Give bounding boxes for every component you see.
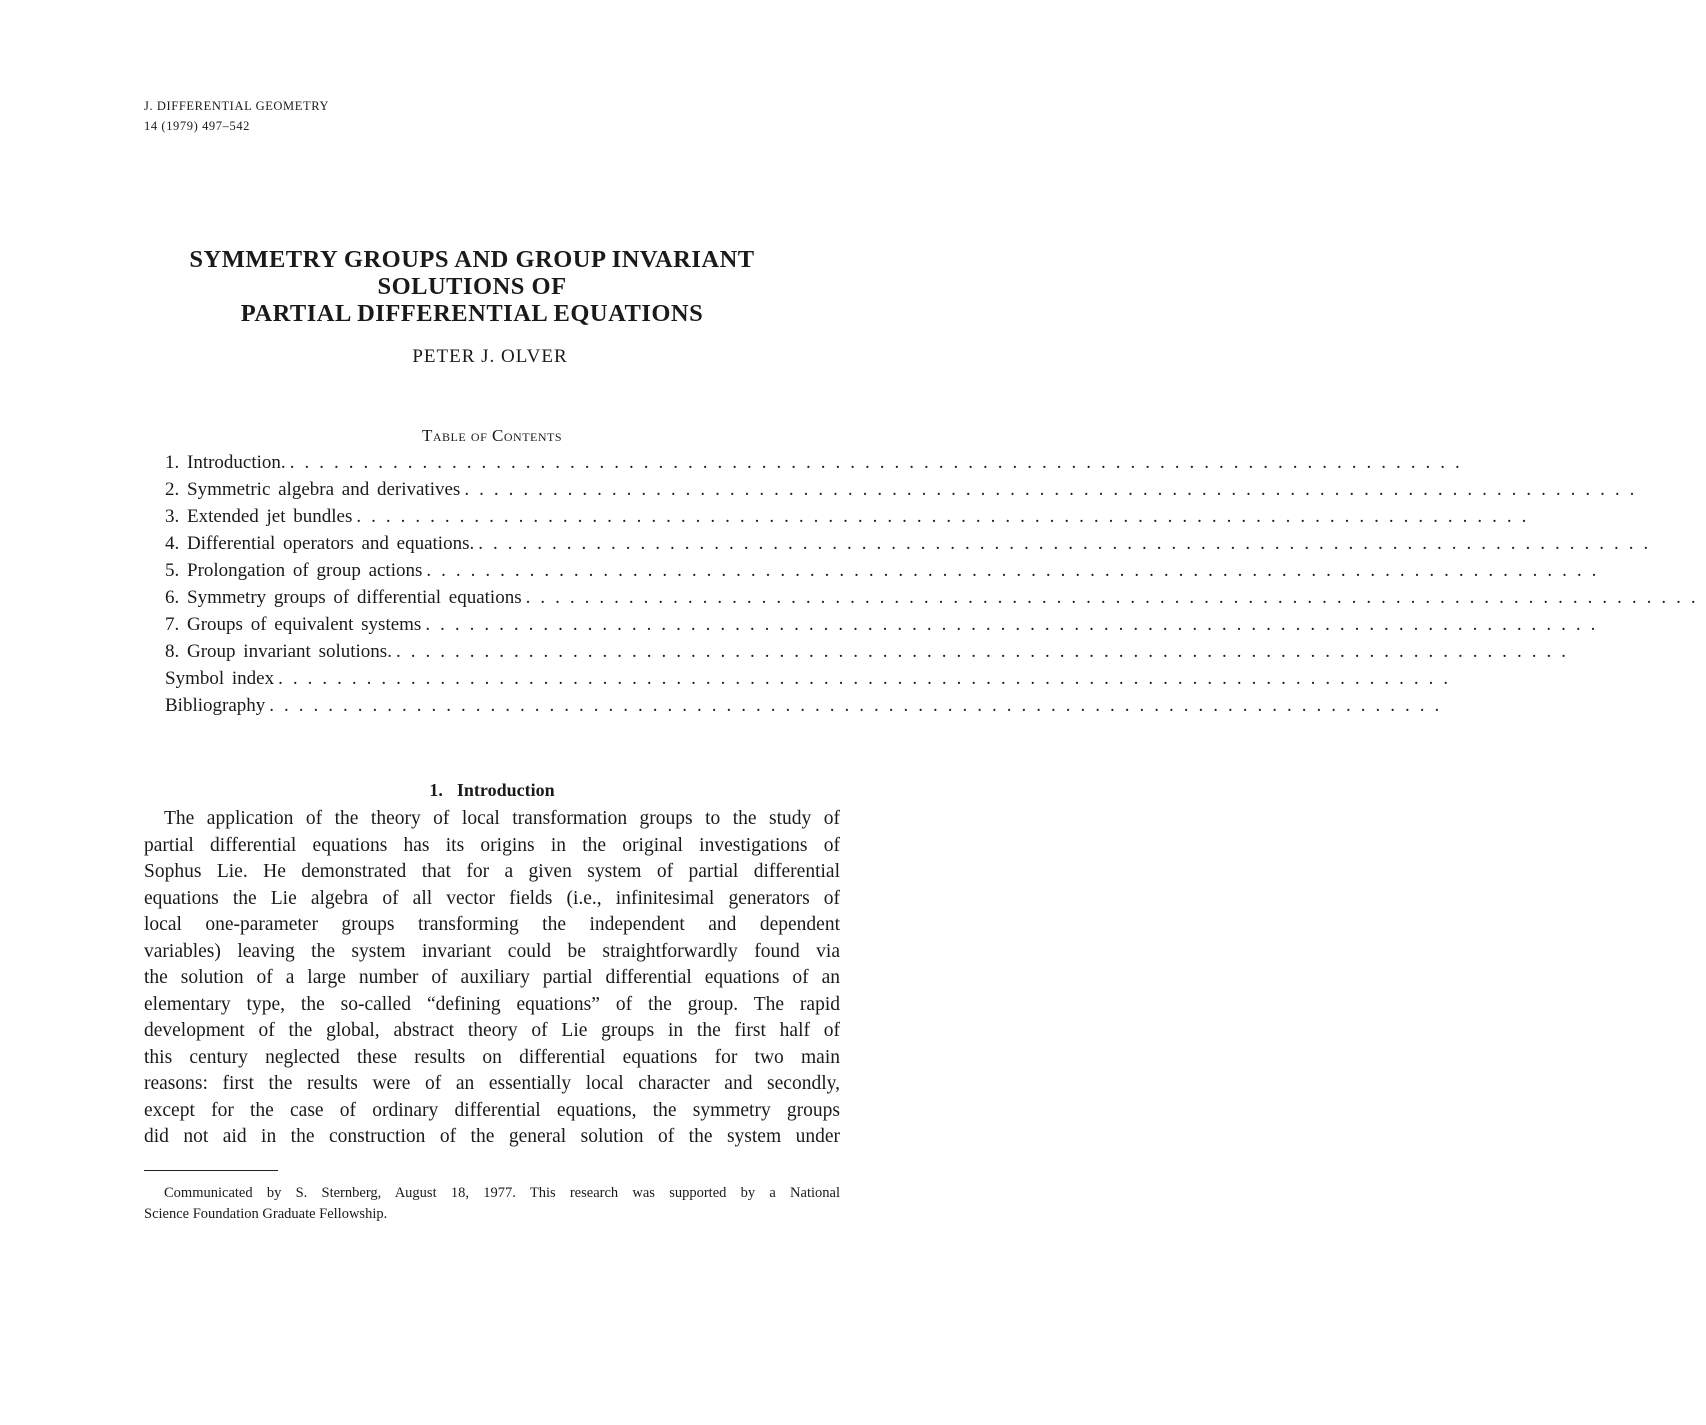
toc-entry (165, 668, 1459, 695)
body-line: equations the Lie algebra of all vector fields (i.e., infinitesimal generators of (144, 887, 840, 909)
toc-entry-label: Symbol index (165, 668, 275, 689)
section-heading (0, 780, 984, 801)
body-line: reasons: first the results were of an essentially local character and secondly, (144, 1073, 840, 1094)
toc-leader-dots: ................................................................................ (356, 506, 1537, 527)
title-line: SYMMETRY GROUPS AND GROUP INVARIANT (189, 246, 755, 273)
toc-entry-label: 8. Group invariant solutions. (165, 641, 392, 662)
toc-entry (165, 479, 1645, 506)
journal-name: J. DIFFERENTIAL GEOMETRY (144, 99, 330, 113)
toc-entry-label: Bibliography (165, 695, 266, 716)
toc-leader-dots: ................................................................................ (395, 641, 1576, 662)
toc-entry-label: 2. Symmetric algebra and derivatives (165, 479, 461, 500)
footnote-divider (144, 1170, 278, 1171)
toc-leader-dots: ................................................................................ (289, 452, 1470, 473)
toc-leader-dots: ................................................................................ (464, 479, 1645, 500)
toc-leader-dots: ................................................................................ (525, 587, 1706, 608)
toc-entry (165, 587, 1706, 614)
toc-entry (165, 452, 1470, 479)
toc-entry-label: 1. Introduction. (165, 452, 286, 473)
section-number: 1. (429, 780, 443, 800)
toc-entry (165, 614, 1606, 641)
footnote-line: Communicated by S. Sternberg, August 18, 1977. This research was supported by a National (164, 1185, 840, 1201)
toc-entry (165, 506, 1537, 533)
toc-leader-dots: ................................................................................ (425, 614, 1606, 635)
toc-entry-label: 3. Extended jet bundles (165, 506, 353, 527)
body-line: Sophus Lie. He demonstrated that for a given system of partial differential (144, 861, 840, 882)
body-line: partial differential equations has its origins in the original investigations of (144, 834, 840, 856)
paper-title (0, 246, 944, 327)
toc-entry (165, 560, 1607, 587)
title-line: SOLUTIONS OF (377, 273, 567, 300)
author-name: PETER J. OLVER (412, 346, 568, 367)
toc-entry-label: 6. Symmetry groups of differential equations (165, 587, 522, 608)
body-line: development of the global, abstract theory of Lie groups in the first half of (144, 1020, 840, 1041)
toc-entry (165, 695, 1450, 722)
footnote (144, 1183, 840, 1225)
toc-heading: Table of Contents (421, 426, 563, 445)
toc-entry (165, 533, 1659, 560)
body-line: elementary type, the so-called “defining equations” of the group. The rapid (144, 993, 840, 1015)
toc-entry-label: 7. Groups of equivalent systems (165, 614, 422, 635)
body-line: local one-parameter groups transforming the independent and dependent (144, 914, 840, 935)
journal-volume: 14 (1979) 497–542 (144, 119, 251, 133)
body-paragraph (144, 806, 840, 1151)
section-title: Introduction (456, 780, 555, 800)
toc-leader-dots: ................................................................................ (478, 533, 1659, 554)
toc-entry (165, 641, 1576, 668)
body-line: except for the case of ordinary differential equations, the symmetry groups (144, 1099, 840, 1121)
toc-leader-dots: ................................................................................ (278, 668, 1459, 689)
title-line: PARTIAL DIFFERENTIAL EQUATIONS (240, 300, 704, 327)
toc-leader-dots: ................................................................................ (426, 560, 1607, 581)
footnote-line: Science Foundation Graduate Fellowship. (144, 1206, 388, 1222)
body-line: variables) leaving the system invariant could be straightforwardly found via (144, 940, 840, 962)
toc-leader-dots: ................................................................................ (269, 695, 1450, 716)
table-of-contents (165, 452, 1706, 722)
body-line: the solution of a large number of auxiliary partial differential equations of an (144, 967, 840, 988)
journal-header (144, 96, 329, 136)
toc-entry-label: 4. Differential operators and equations. (165, 533, 475, 554)
body-line: did not aid in the construction of the general solution of the system under (144, 1126, 840, 1147)
toc-entry-label: 5. Prolongation of group actions (165, 560, 423, 581)
body-line: this century neglected these results on differential equations for two main (144, 1046, 840, 1068)
body-line: The application of the theory of local transformation groups to the study of (164, 808, 840, 829)
